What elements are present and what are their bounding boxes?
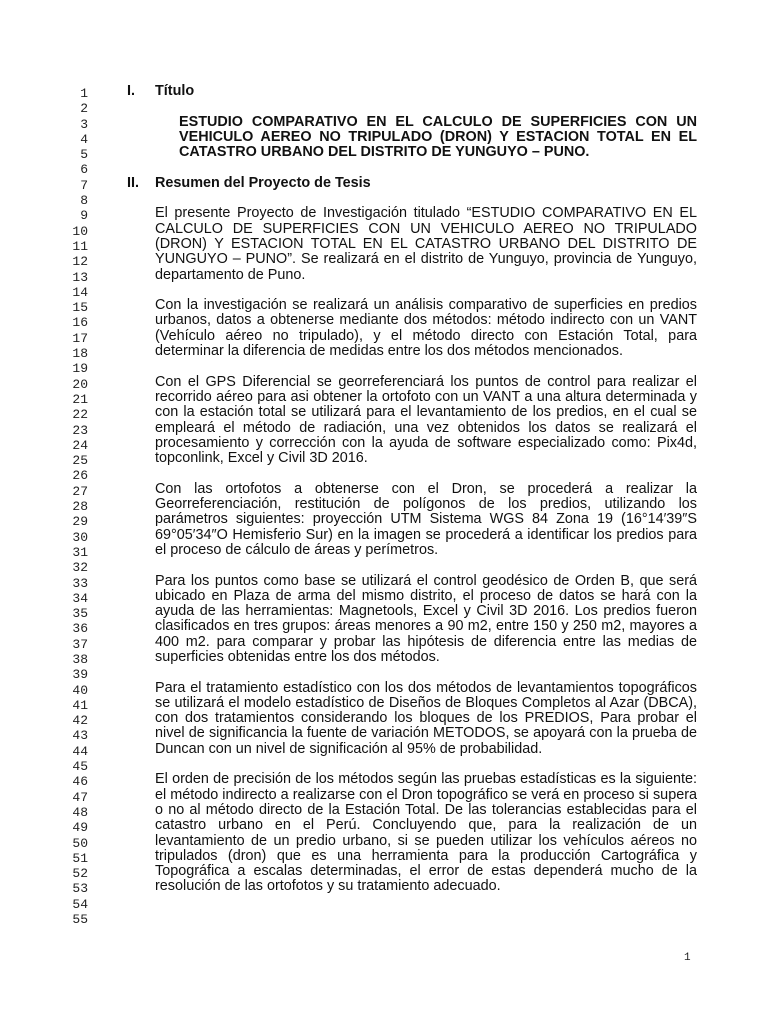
section-1-heading — [127, 84, 697, 99]
section-1-number: I. — [127, 83, 135, 99]
paragraph: Para los puntos como base se utilizará el control geodésico de Orden B, que será ubicado en Plaza de arma del mismo distrito, el proceso de datos se hará con la ayuda de las herramientas: Magnetools, Excel y Civil 3D 2016. Los predios fueron clasificados en tres grupos: áreas menores a 90 m2, entre 150 y 250 m2, mayores a 400 m2. para comparar y probar las hipótesis de diferencia entre las medias de superficies obtenidas entre los dos métodos. — [155, 572, 697, 665]
paragraph: Con las ortofotos a obtenerse con el Dron, se procederá a realizar la Georreferenciación, restitución de polígonos de los predios, utilizando los parámetros siguientes: proyección UTM Sistema WGS 84 Zona 19 (16°14′39″S 69°05′34″O Hemisferio Sur) en la imagen se procederá a identificar los predios para el proceso de cálculo de áreas y perímetros. — [155, 480, 697, 558]
thesis-title: ESTUDIO COMPARATIVO EN EL CALCULO DE SUPERFICIES CON UN VEHICULO AEREO NO TRIPULADO (DRON) Y ESTACION TOTAL EN EL CATASTRO URBANO DEL DISTRITO DE YUNGUYO – PUNO. — [179, 113, 697, 161]
section-1-title: Título — [155, 83, 195, 99]
section-2-title: Resumen del Proyecto de Tesis — [155, 174, 371, 191]
paragraph: Para el tratamiento estadístico con los dos métodos de levantamientos topográficos se utilizará el modelo estadístico de Diseños de Bloques Completos al Azar (DBCA), con dos tratamientos considerando los bloques de los PREDIOS, Para probar el nivel de significancia la fuente de variación METODOS, se apoyará con la prueba de Duncan con un nivel de significación al 95% de probabilidad. — [155, 679, 697, 757]
paragraph: Con el GPS Diferencial se georreferenciará los puntos de control para realizar el recorrido aéreo para asi obtener la ortofoto con un VANT a una altura determinada y con la estación total se utilizará para el levantamiento de los predios, en el cual se empleará el método de radiación, una vez obtenidos los datos se realizará el procesamiento y corrección con la ayuda de software especializado como: Pix4d, topconlink, Excel y Civil 3D 2016. — [155, 373, 697, 467]
line-numbers: 1 2 3 4 5 6 7 8 9 10 11 12 13 14 15 16 17 18 19 20 21 22 23 24 25 26 27 28 29 30 31 32 33 34 35 36 37 38 39 40 41 42 43 44 45 46 47 48 49 50 51 52 53 54 55 — [72, 86, 88, 928]
page-number: 1 — [684, 952, 691, 964]
paragraph: El orden de precisión de los métodos según las pruebas estadísticas es la siguiente: el método indirecto a realizarse con el Dron topográfico se verá en proceso si supera o no al método directo de la Estación Total. De las tolerancias establecidas para el catastro urbano en el Perú. Concluyendo que, para la realización de un levantamiento de un predio urbano, si se pueden utilizar los vehículos aéreos no tripulados (dron) que es una herramienta para la producción Cartográfica y Topográfica a escalas determinadas, el error de estas dependerá mucho de la resolución de las ortofotos y su tratamiento adecuado. — [155, 771, 697, 895]
document-content — [127, 84, 697, 895]
section-2-number: II. — [127, 174, 139, 191]
paragraph: El presente Proyecto de Investigación titulado “ESTUDIO COMPARATIVO EN EL CALCULO DE SUPERFICIES CON UN VEHICULO AEREO NO TRIPULADO (DRON) Y ESTACION TOTAL EN EL CATASTRO URBANO DEL DISTRITO DE YUNGUYO – PUNO”. Se realizará en el distrito de Yunguyo, provincia de Yunguyo, departamento de Puno. — [155, 205, 697, 283]
section-2-heading — [127, 176, 697, 191]
paragraph: Con la investigación se realizará un análisis comparativo de superficies en predios urbanos, datos a obtenerse mediante dos métodos: método indirecto con un VANT (Vehículo aéreo no tripulado), y el método directo con Estación Total, para determinar la diferencia de medidas entre los dos métodos mencionados. — [155, 297, 697, 360]
